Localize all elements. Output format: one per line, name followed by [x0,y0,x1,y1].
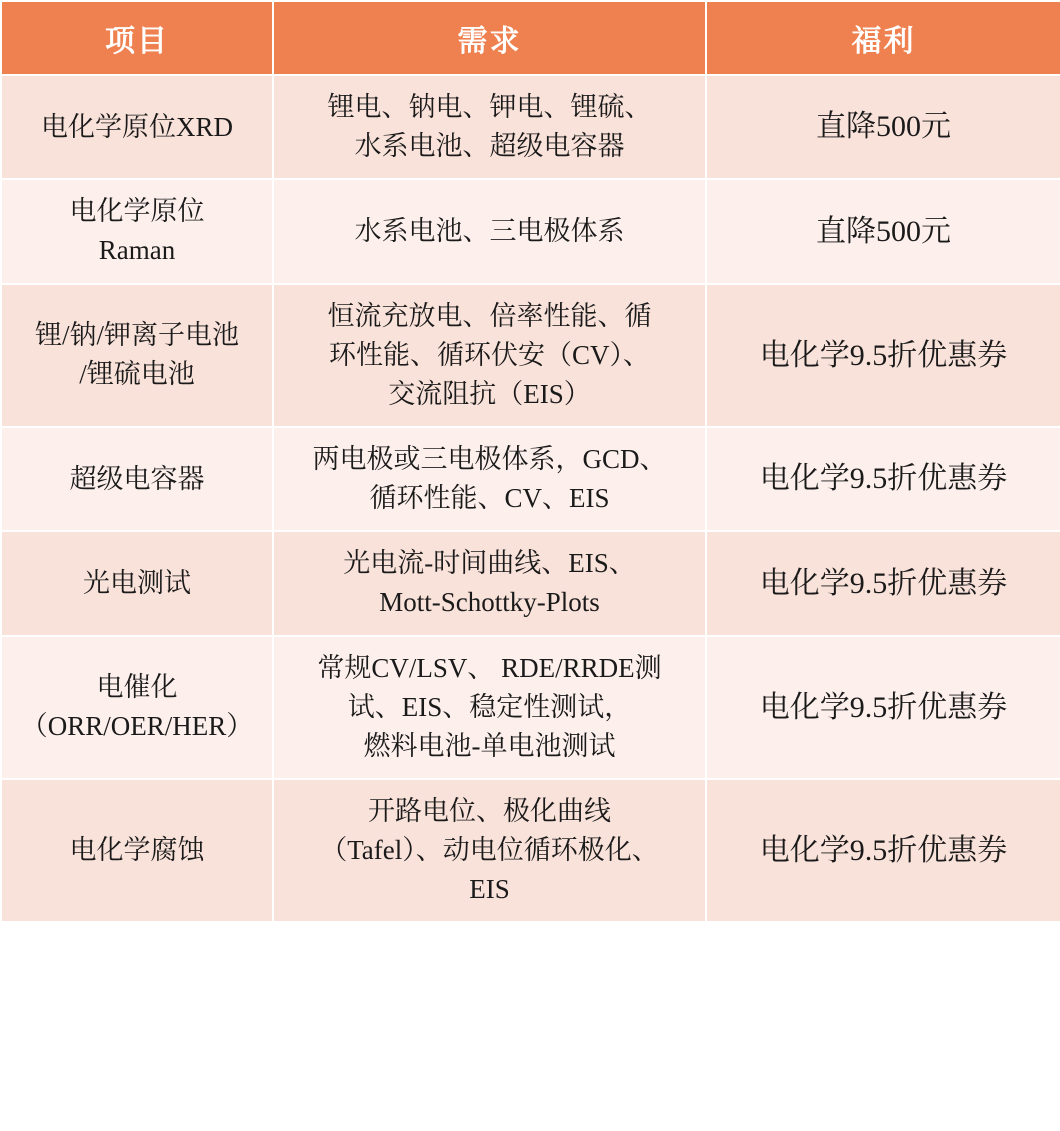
cell-benefit: 电化学9.5折优惠券 [706,284,1060,427]
cell-item: 电化学原位XRD [1,75,273,179]
cell-item: 电化学原位 Raman [1,179,273,283]
table-row [1,179,1060,283]
table-header-row [1,1,1060,75]
column-header-item: 项目 [1,1,273,75]
cell-item: 超级电容器 [1,427,273,531]
table-header [1,1,1060,75]
cell-benefit: 直降500元 [706,179,1060,283]
cell-benefit: 直降500元 [706,75,1060,179]
table-row [1,779,1060,922]
cell-item: 电化学腐蚀 [1,779,273,922]
table-row [1,427,1060,531]
cell-item: 光电测试 [1,531,273,635]
cell-need: 光电流-时间曲线、EIS、 Mott-Schottky-Plots [273,531,706,635]
cell-benefit: 电化学9.5折优惠券 [706,636,1060,779]
cell-benefit: 电化学9.5折优惠券 [706,531,1060,635]
cell-need: 恒流充放电、倍率性能、循 环性能、循环伏安（CV）、 交流阻抗（EIS） [273,284,706,427]
cell-need: 开路电位、极化曲线 （Tafel）、动电位循环极化、 EIS [273,779,706,922]
column-header-benefit: 福利 [706,1,1060,75]
cell-need: 两电极或三电极体系，GCD、 循环性能、CV、EIS [273,427,706,531]
cell-need: 锂电、钠电、钾电、锂硫、 水系电池、超级电容器 [273,75,706,179]
cell-benefit: 电化学9.5折优惠券 [706,427,1060,531]
column-header-need: 需求 [273,1,706,75]
table-row [1,636,1060,779]
table-row [1,531,1060,635]
table-body [1,75,1060,922]
table-row [1,284,1060,427]
cell-need: 常规CV/LSV、 RDE/RRDE测 试、EIS、稳定性测试， 燃料电池-单电池测试 [273,636,706,779]
cell-need: 水系电池、三电极体系 [273,179,706,283]
cell-item: 电催化 （ORR/OER/HER） [1,636,273,779]
cell-benefit: 电化学9.5折优惠券 [706,779,1060,922]
table-row [1,75,1060,179]
cell-item: 锂/钠/钾离子电池 /锂硫电池 [1,284,273,427]
